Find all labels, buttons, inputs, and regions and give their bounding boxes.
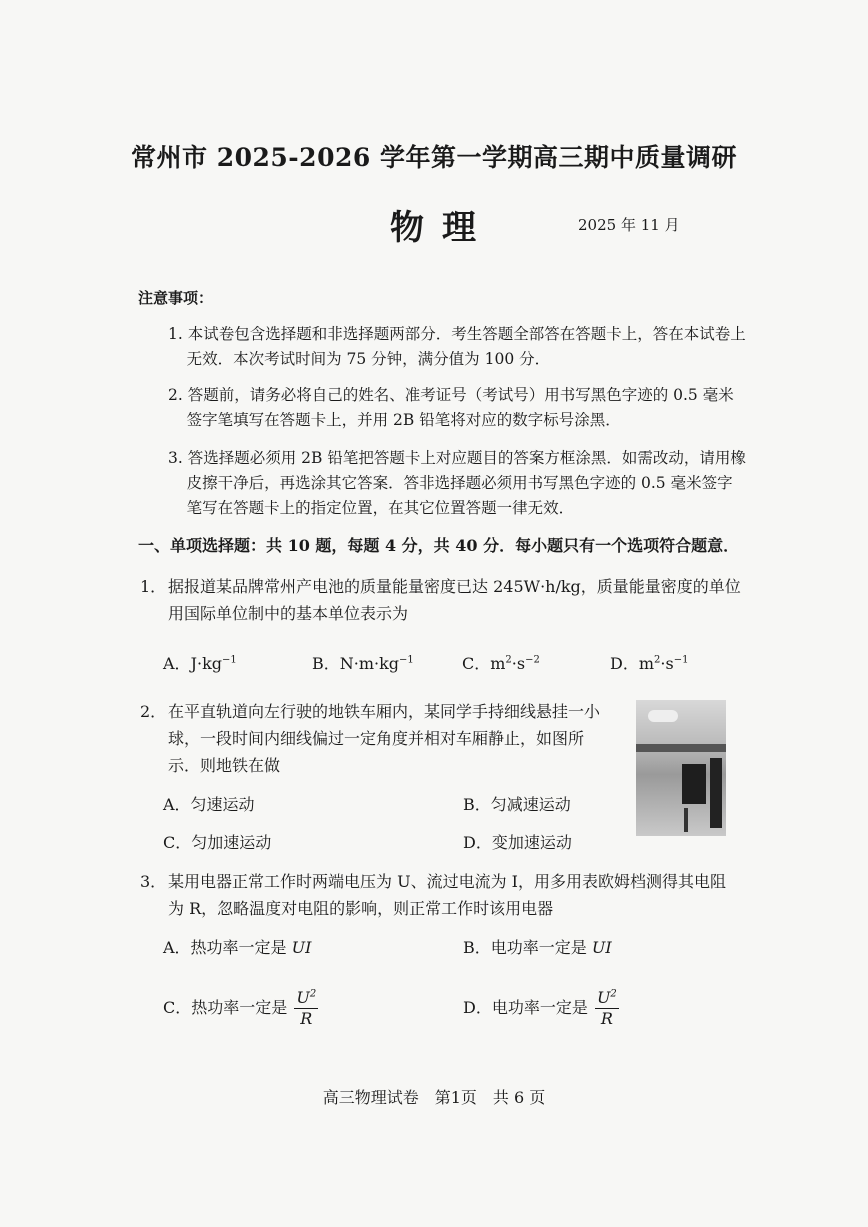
option-unit: J·kg <box>190 654 222 673</box>
page-footer: 高三物理试卷 第1页 共 6 页 <box>322 1088 546 1107</box>
question-text: 示．则地铁在做 <box>168 756 281 775</box>
q1-option-d <box>610 651 688 674</box>
fraction-denominator: R <box>600 1009 613 1028</box>
q3-option-b <box>463 935 612 958</box>
question-3 <box>140 868 760 922</box>
option-unit: N·m·kg <box>339 654 400 673</box>
notice-item-2: 2. 答题前，请务必将自己的姓名、准考证号（考试号）用书写黑色字迹的 0.5 毫米签字笔填写在答题卡上，并用 2B 铅笔将对应的数字标号涂黑． <box>168 386 734 429</box>
q1-option-c <box>462 651 540 674</box>
question-text: 为 R，忽略温度对电阻的影响，则正常工作时该用电器 <box>168 899 554 918</box>
exam-date: 2025 年 11 月 <box>578 216 680 234</box>
fraction-exponent: 2 <box>309 988 317 1000</box>
option-text: A．热功率一定是 <box>163 938 292 957</box>
q3-option-d <box>463 988 619 1029</box>
fraction-numerator: U <box>596 988 611 1007</box>
fraction-denominator: R <box>300 1009 313 1028</box>
q1-option-a <box>163 651 237 674</box>
option-label: C． <box>462 654 491 673</box>
q2-option-b: B．匀减速运动 <box>463 795 571 814</box>
option-text: B．电功率一定是 <box>463 938 592 957</box>
exam-title: 常州市 2025-2026 学年第一学期高三期中质量调研 <box>131 143 737 172</box>
question-2 <box>140 698 630 779</box>
q2-option-c: C．匀加速运动 <box>163 833 272 852</box>
option-text: C．热功率一定是 <box>163 998 288 1017</box>
q2-option-a: A．匀速运动 <box>163 795 255 814</box>
question-text: 某用电器正常工作时两端电压为 U、流过电流为 I，用多用表欧姆档测得其电阻 <box>168 872 726 891</box>
subway-photo <box>636 700 726 836</box>
option-exponent: 2 <box>505 654 512 666</box>
question-number: 2． <box>140 702 167 721</box>
option-text: D．电功率一定是 <box>463 998 588 1017</box>
fraction <box>595 988 619 1029</box>
question-text: 用国际单位制中的基本单位表示为 <box>168 604 409 623</box>
option-unit: m <box>638 654 655 673</box>
subject-title: 物理 <box>390 208 494 248</box>
option-label: D． <box>610 654 639 673</box>
question-text: 球，一段时间内细线偏过一定角度并相对车厢静止，如图所 <box>168 729 585 748</box>
question-number: 1． <box>140 577 167 596</box>
q1-option-b <box>312 651 414 674</box>
option-exponent: 2 <box>654 654 661 666</box>
option-exponent: −1 <box>399 654 414 666</box>
option-unit: ·s <box>511 654 526 673</box>
notice-heading: 注意事项： <box>138 289 214 307</box>
q2-option-d: D．变加速运动 <box>463 833 572 852</box>
option-math: UI <box>591 938 612 957</box>
notice-item-1: 1. 本试卷包含选择题和非选择题两部分．考生答题全部答在答题卡上，答在本试卷上无效．本次考试时间为 75 分钟，满分值为 100 分． <box>168 325 746 368</box>
option-exponent: −1 <box>673 654 689 666</box>
question-number: 3． <box>140 872 167 891</box>
notice-item-3: 3. 答选择题必须用 2B 铅笔把答题卡上对应题目的答案方框涂黑．如需改动，请用橡皮擦干净后，再选涂其它答案．答非选择题必须用书写黑色字迹的 0.5 毫米签字笔写在答题卡上的指定位置，在其它位置答题一律无效． <box>168 449 746 517</box>
option-exponent: −2 <box>525 654 540 666</box>
question-1 <box>140 573 760 627</box>
option-label: B． <box>312 654 340 673</box>
section-title: 一、单项选择题：共 10 题，每题 4 分，共 40 分．每小题只有一个选项符合题意． <box>138 536 740 555</box>
question-text: 在平直轨道向左行驶的地铁车厢内，某同学手持细线悬挂一小 <box>168 702 601 721</box>
option-math: UI <box>291 938 312 957</box>
option-unit: ·s <box>660 654 674 673</box>
q3-option-a <box>163 935 311 958</box>
fraction-numerator: U <box>296 988 310 1007</box>
q3-option-c <box>163 988 318 1029</box>
option-unit: m <box>490 654 506 673</box>
option-exponent: −1 <box>222 654 237 666</box>
question-text: 据报道某品牌常州产电池的质量能量密度已达 245W·h/kg，质量能量密度的单位 <box>168 577 741 596</box>
option-label: A． <box>163 654 191 673</box>
fraction <box>294 988 318 1029</box>
fraction-exponent: 2 <box>610 988 617 1000</box>
